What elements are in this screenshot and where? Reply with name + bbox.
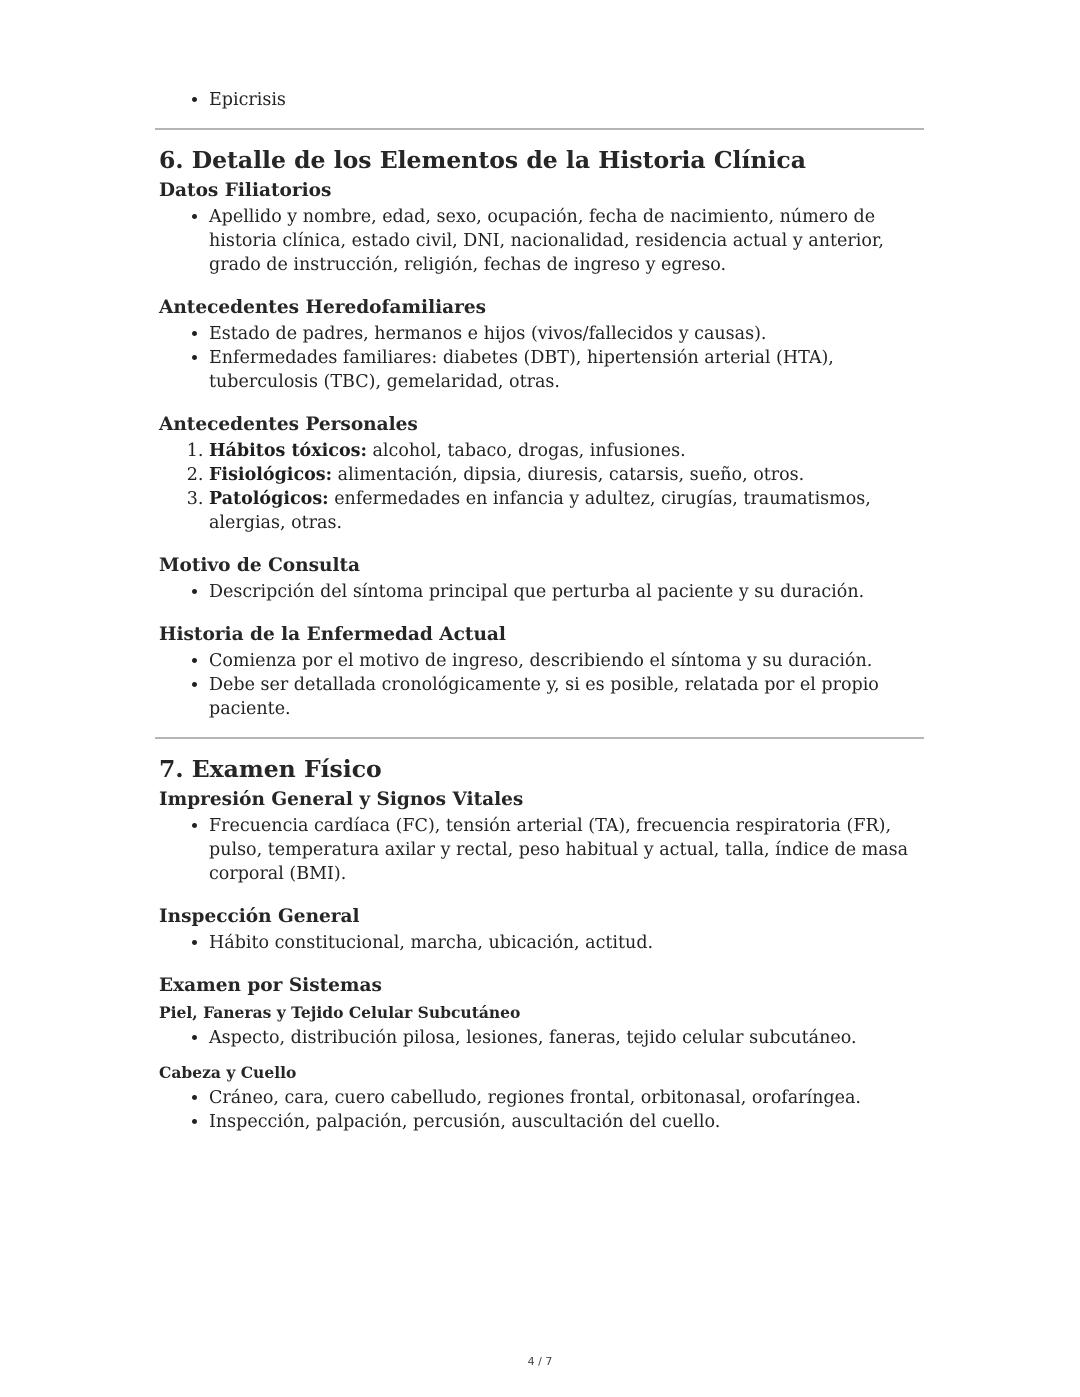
list-item: • Inspección, palpación, percusión, auscultación del cuello.: [209, 1110, 924, 1134]
impresion-general-heading: Impresión General y Signos Vitales: [159, 789, 524, 810]
list-item: • Apellido y nombre, edad, sexo, ocupación, fecha de nacimiento, número de historia clínica, estado civil, DNI, nacionalidad, residencia actual y anterior, grado de instrucción, religión, fechas de ingreso y egreso.: [209, 205, 924, 277]
historia-enfermedad-list: [159, 649, 924, 721]
list-item: • Debe ser detallada cronológicamente y, si es posible, relatada por el propio paciente.: [209, 673, 924, 721]
list-item: [209, 463, 924, 487]
section-divider: [155, 128, 924, 130]
datos-filiatorios-list: [159, 205, 924, 277]
section-divider: [155, 737, 924, 739]
item-label: Patológicos:: [209, 489, 329, 509]
inspeccion-general-list: [159, 931, 924, 955]
top-list: [159, 88, 924, 112]
list-item: • Descripción del síntoma principal que perturba al paciente y su duración.: [209, 580, 924, 604]
list-item: • Enfermedades familiares: diabetes (DBT), hipertensión arterial (HTA), tuberculosis (TBC), gemelaridad, otras.: [209, 346, 924, 394]
item-text: enfermedades en infancia y adultez, cirugías, traumatismos, alergias, otras.: [209, 489, 871, 533]
inspeccion-general-heading: Inspección General: [159, 906, 360, 927]
page-content: [159, 88, 924, 1134]
list-item: • Frecuencia cardíaca (FC), tensión arterial (TA), frecuencia respiratoria (FR), pulso, temperatura axilar y rectal, peso habitual y actual, talla, índice de masa corporal (BMI).: [209, 814, 924, 886]
list-item: [209, 487, 924, 535]
section-7-heading: 7. Examen Físico: [159, 755, 382, 783]
motivo-consulta-list: [159, 580, 924, 604]
section-6-heading: 6. Detalle de los Elementos de la Historia Clínica: [159, 146, 806, 174]
list-item: • Estado de padres, hermanos e hijos (vivos/fallecidos y causas).: [209, 322, 924, 346]
antecedentes-heredofamiliares-list: [159, 322, 924, 394]
piel-faneras-heading: Piel, Faneras y Tejido Celular Subcutáneo: [159, 1003, 521, 1022]
list-item: [209, 439, 924, 463]
list-item: • Comienza por el motivo de ingreso, describiendo el síntoma y su duración.: [209, 649, 924, 673]
cabeza-cuello-heading: Cabeza y Cuello: [159, 1063, 297, 1082]
impresion-general-list: [159, 814, 924, 886]
item-label: Hábitos tóxicos:: [209, 441, 367, 461]
antecedentes-personales-heading: Antecedentes Personales: [159, 414, 418, 435]
list-item: • Hábito constitucional, marcha, ubicación, actitud.: [209, 931, 924, 955]
item-text: alimentación, dipsia, diuresis, catarsis, sueño, otros.: [332, 465, 805, 485]
motivo-consulta-heading: Motivo de Consulta: [159, 555, 361, 576]
list-item: • Cráneo, cara, cuero cabelludo, regiones frontal, orbitonasal, orofaríngea.: [209, 1086, 924, 1110]
antecedentes-personales-list: [159, 439, 924, 535]
page-number: 4 / 7: [527, 1355, 553, 1368]
antecedentes-heredofamiliares-heading: Antecedentes Heredofamiliares: [159, 297, 487, 318]
cabeza-cuello-list: [159, 1086, 924, 1134]
list-item: • Epicrisis: [209, 88, 924, 112]
item-text: alcohol, tabaco, drogas, infusiones.: [366, 441, 686, 461]
item-label: Fisiológicos:: [209, 465, 333, 485]
datos-filiatorios-heading: Datos Filiatorios: [159, 180, 332, 201]
list-item: • Aspecto, distribución pilosa, lesiones, faneras, tejido celular subcutáneo.: [209, 1026, 924, 1050]
piel-faneras-list: [159, 1026, 924, 1050]
examen-sistemas-heading: Examen por Sistemas: [159, 975, 382, 996]
historia-enfermedad-heading: Historia de la Enfermedad Actual: [159, 624, 506, 645]
